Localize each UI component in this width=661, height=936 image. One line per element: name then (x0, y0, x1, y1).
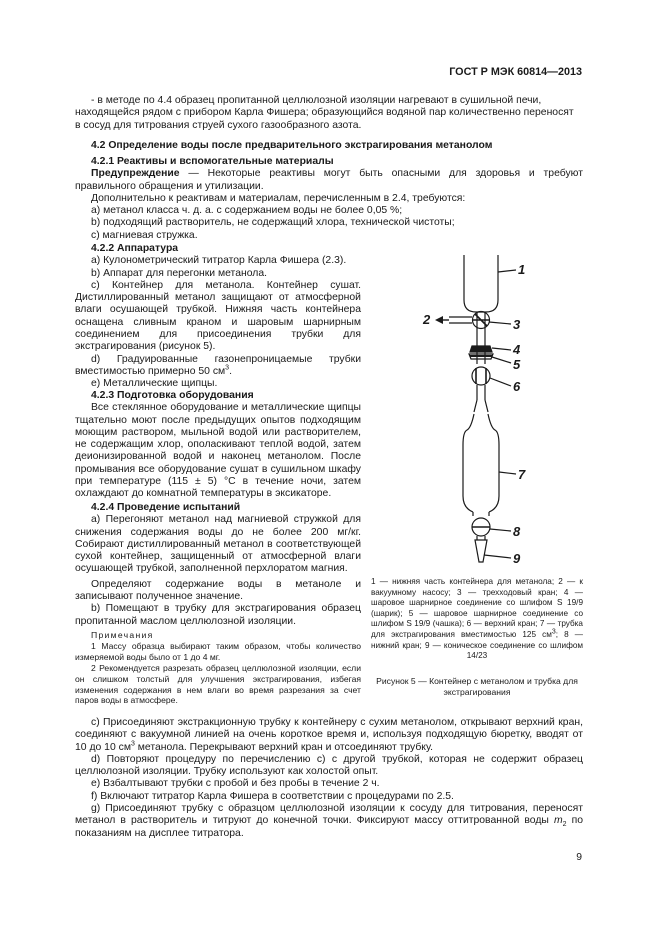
figure-caption-legend (371, 577, 583, 662)
list-item: b) подходящий растворитель, не содержащий хлора, технической чистоты; (91, 217, 455, 229)
list-item (75, 803, 583, 840)
label-8: 8 (513, 524, 521, 539)
leader-7 (499, 472, 516, 474)
label-2: 2 (423, 312, 431, 327)
page-number: 9 (576, 852, 582, 863)
methanol-container (464, 255, 498, 312)
list-item: c) магниевая стружка. (91, 229, 198, 241)
upper-valve (472, 367, 490, 385)
notes-block (75, 630, 361, 706)
list-item: e) Металлические щипцы. (91, 378, 218, 390)
section-4-2-1 (75, 156, 583, 242)
list-item: d) Повторяют процедуру по перечислению c) с другой трубкой, которая не содержит образец целлюлозной изоляции. Трубку используют как холостой опыт. (75, 753, 583, 778)
list-item: a) Перегоняют метанол над магниевой стружкой для снижения содержания воды до не более 200 мг/кг. Собирают дистиллированный метанол в соответствующей сухой контейнер, защищенный от атмосферной влаги осушающей трубкой, заполненной перхлоратом магния. (75, 514, 361, 575)
extraction-tube (463, 414, 474, 512)
list-item-text: метанола. Перекрывают верхний кран и отсоединяют трубку. (134, 741, 434, 753)
figure-5 (371, 250, 583, 575)
list-item: a) метанол класса ч. д. а. с содержанием воды не более 0,05 %; (91, 205, 403, 217)
note-item: 1 Массу образца выбирают таким образом, чтобы количество измеряемой воды было от 1 до 4 мг. (75, 640, 361, 662)
arrow-icon (435, 316, 443, 324)
caption-text: ; 8 — нижний кран; 9 — коническое соединение со шлифом 14/23 (371, 629, 583, 661)
apparatus-drawing (371, 250, 583, 575)
list-item-text: . (229, 365, 232, 377)
section-4-2-4 (75, 502, 361, 628)
procedure-continued (75, 717, 583, 840)
label-7: 7 (518, 467, 526, 482)
warning-text: — Некоторые реактивы могут быть опасными для здоровья и требуют правильного обращения и утилизации. (75, 168, 583, 192)
caption-text: 1 — нижняя часть контейнера для метанола; 2 — к вакуумному насосу; 3 — трехходовый кран; 4 — шаровое шарнирное соединение со шлифом S 19/9 (шарик); 5 — шаровое шарнирное соединение со шлифом S 19/9 (чашка); 6 — верхний кран; 7 — трубка для экстрагирования вместимостью 125 см (371, 577, 583, 639)
list-item-text: по показаниям на дисплее титратора. (75, 815, 583, 839)
label-3: 3 (513, 317, 521, 332)
label-5: 5 (513, 357, 521, 372)
leader-6 (490, 378, 511, 386)
intro-block (75, 95, 583, 132)
notes-label: Примечания (91, 630, 154, 640)
superscript: 3 (225, 364, 230, 372)
intro-line: находящейся рядом с прибором Карла Фишера; образующийся водяной пар количественно переносят (75, 107, 574, 119)
subscript: 2 (562, 821, 567, 829)
list-item: b) Аппарат для перегонки метанола. (91, 267, 267, 279)
note-item: 2 Рекомендуется разрезать образец целлюлозной изоляции, если он слишком толстый для улучшения экстрагирования, избегая изменения содержания в нем влаги во время разрезания за счет паров воды в атмосфере. (75, 662, 361, 706)
label-9: 9 (513, 551, 521, 566)
list-item (75, 354, 361, 379)
intro-line: - в методе по 4.4 образец пропитанной целлюлозной изоляции нагревают в сушильной печи, (91, 95, 542, 106)
subsection-heading: 4.2.2 Аппаратура (91, 243, 179, 254)
section-4-2 (75, 140, 583, 152)
variable-m: m (553, 815, 563, 827)
leader-4 (492, 348, 511, 350)
label-6: 6 (513, 379, 521, 394)
label-4: 4 (513, 342, 521, 357)
paragraph: Все стеклянное оборудование и металлические щипцы тщательно моют после предыдущих опытов подходящим моющим раствором, мыльной водой или растворителем, не содержащим хлор, ополаскивают теплой водой, затем деионизированной водой и наконец метанолом. После промывания все оборудование сушат в сушильном шкафу при температуре (115 ± 5) °C в течение ночи, затем охлаждают до комнатной температуры в эксикаторе. (75, 402, 361, 500)
section-4-2-3 (75, 390, 361, 501)
paragraph: Дополнительно к реактивам и материалам, перечисленным в 2.4, требуются: (91, 192, 466, 204)
list-item (75, 717, 583, 754)
list-item: e) Взбалтывают трубки с пробой и без пробы в течение 2 ч. (91, 778, 380, 790)
leader-8 (490, 529, 511, 531)
superscript: 3 (551, 628, 556, 636)
leader-9 (484, 555, 511, 558)
warning-label: Предупреждение (91, 168, 180, 180)
warning-paragraph (75, 168, 583, 193)
intro-line: в сосуд для титрования струей сухого газообразного азота. (75, 119, 362, 131)
leader-3 (489, 322, 511, 324)
leader-1 (498, 270, 516, 272)
list-item: a) Кулонометрический титратор Карла Фишера (2.3). (91, 255, 347, 267)
list-item: b) Помещают в трубку для экстрагирования образец пропитанной маслом целлюлозной изоляции. (75, 603, 361, 627)
label-1: 1 (518, 262, 526, 277)
list-item-text: d) Градуированные газонепроницаемые трубки вместимостью примерно 50 см (75, 353, 361, 377)
subsection-heading: 4.2.1 Реактивы и вспомогательные материалы (91, 156, 334, 167)
list-item-text: c) Присоединяют экстракционную трубку к контейнеру с сухим метанолом, открывают верхний кран, соединяют с вакуумной линией на очень короткое время и, используя подходящую бюретку, вводят от 10 до 10 см (75, 717, 583, 753)
list-item: c) Контейнер для метанола. Контейнер сушат. Дистиллированный метанол защищают от атмосферной влаги осушающей трубкой. Нижняя часть контейнера оснащена сливным краном и шаровым шарнирным соединением для присоединения трубки для экстрагирования (рисунок 5). (75, 279, 361, 353)
list-item: f) Включают титратор Карла Фишера в соответствии с процедурами по 2.5. (91, 790, 454, 802)
section-4-2-2 (75, 243, 361, 391)
ball-joint-ball (470, 346, 492, 352)
section-heading: 4.2 Определение воды после предварительного экстрагирования метанолом (91, 140, 493, 151)
subsection-heading: 4.2.4 Проведение испытаний (91, 502, 241, 513)
document-header: ГОСТ Р МЭК 60814—2013 (449, 66, 582, 78)
subsection-heading: 4.2.3 Подготовка оборудования (91, 390, 254, 401)
superscript: 3 (130, 740, 135, 748)
figure-title: Рисунок 5 — Контейнер с метанолом и трубка для экстрагирования (376, 676, 578, 697)
conical-joint (475, 540, 487, 562)
leader-5 (492, 357, 511, 363)
list-item-text: g) Присоединяют трубку с образцом целлюлозной изоляции к сосуду для титрования, переносят метанол в растворитель и титруют до конечной точки. Фиксируют массу оттитрованной воды (75, 803, 583, 827)
paragraph: Определяют содержание воды в метаноле и записывают полученное значение. (75, 578, 361, 603)
